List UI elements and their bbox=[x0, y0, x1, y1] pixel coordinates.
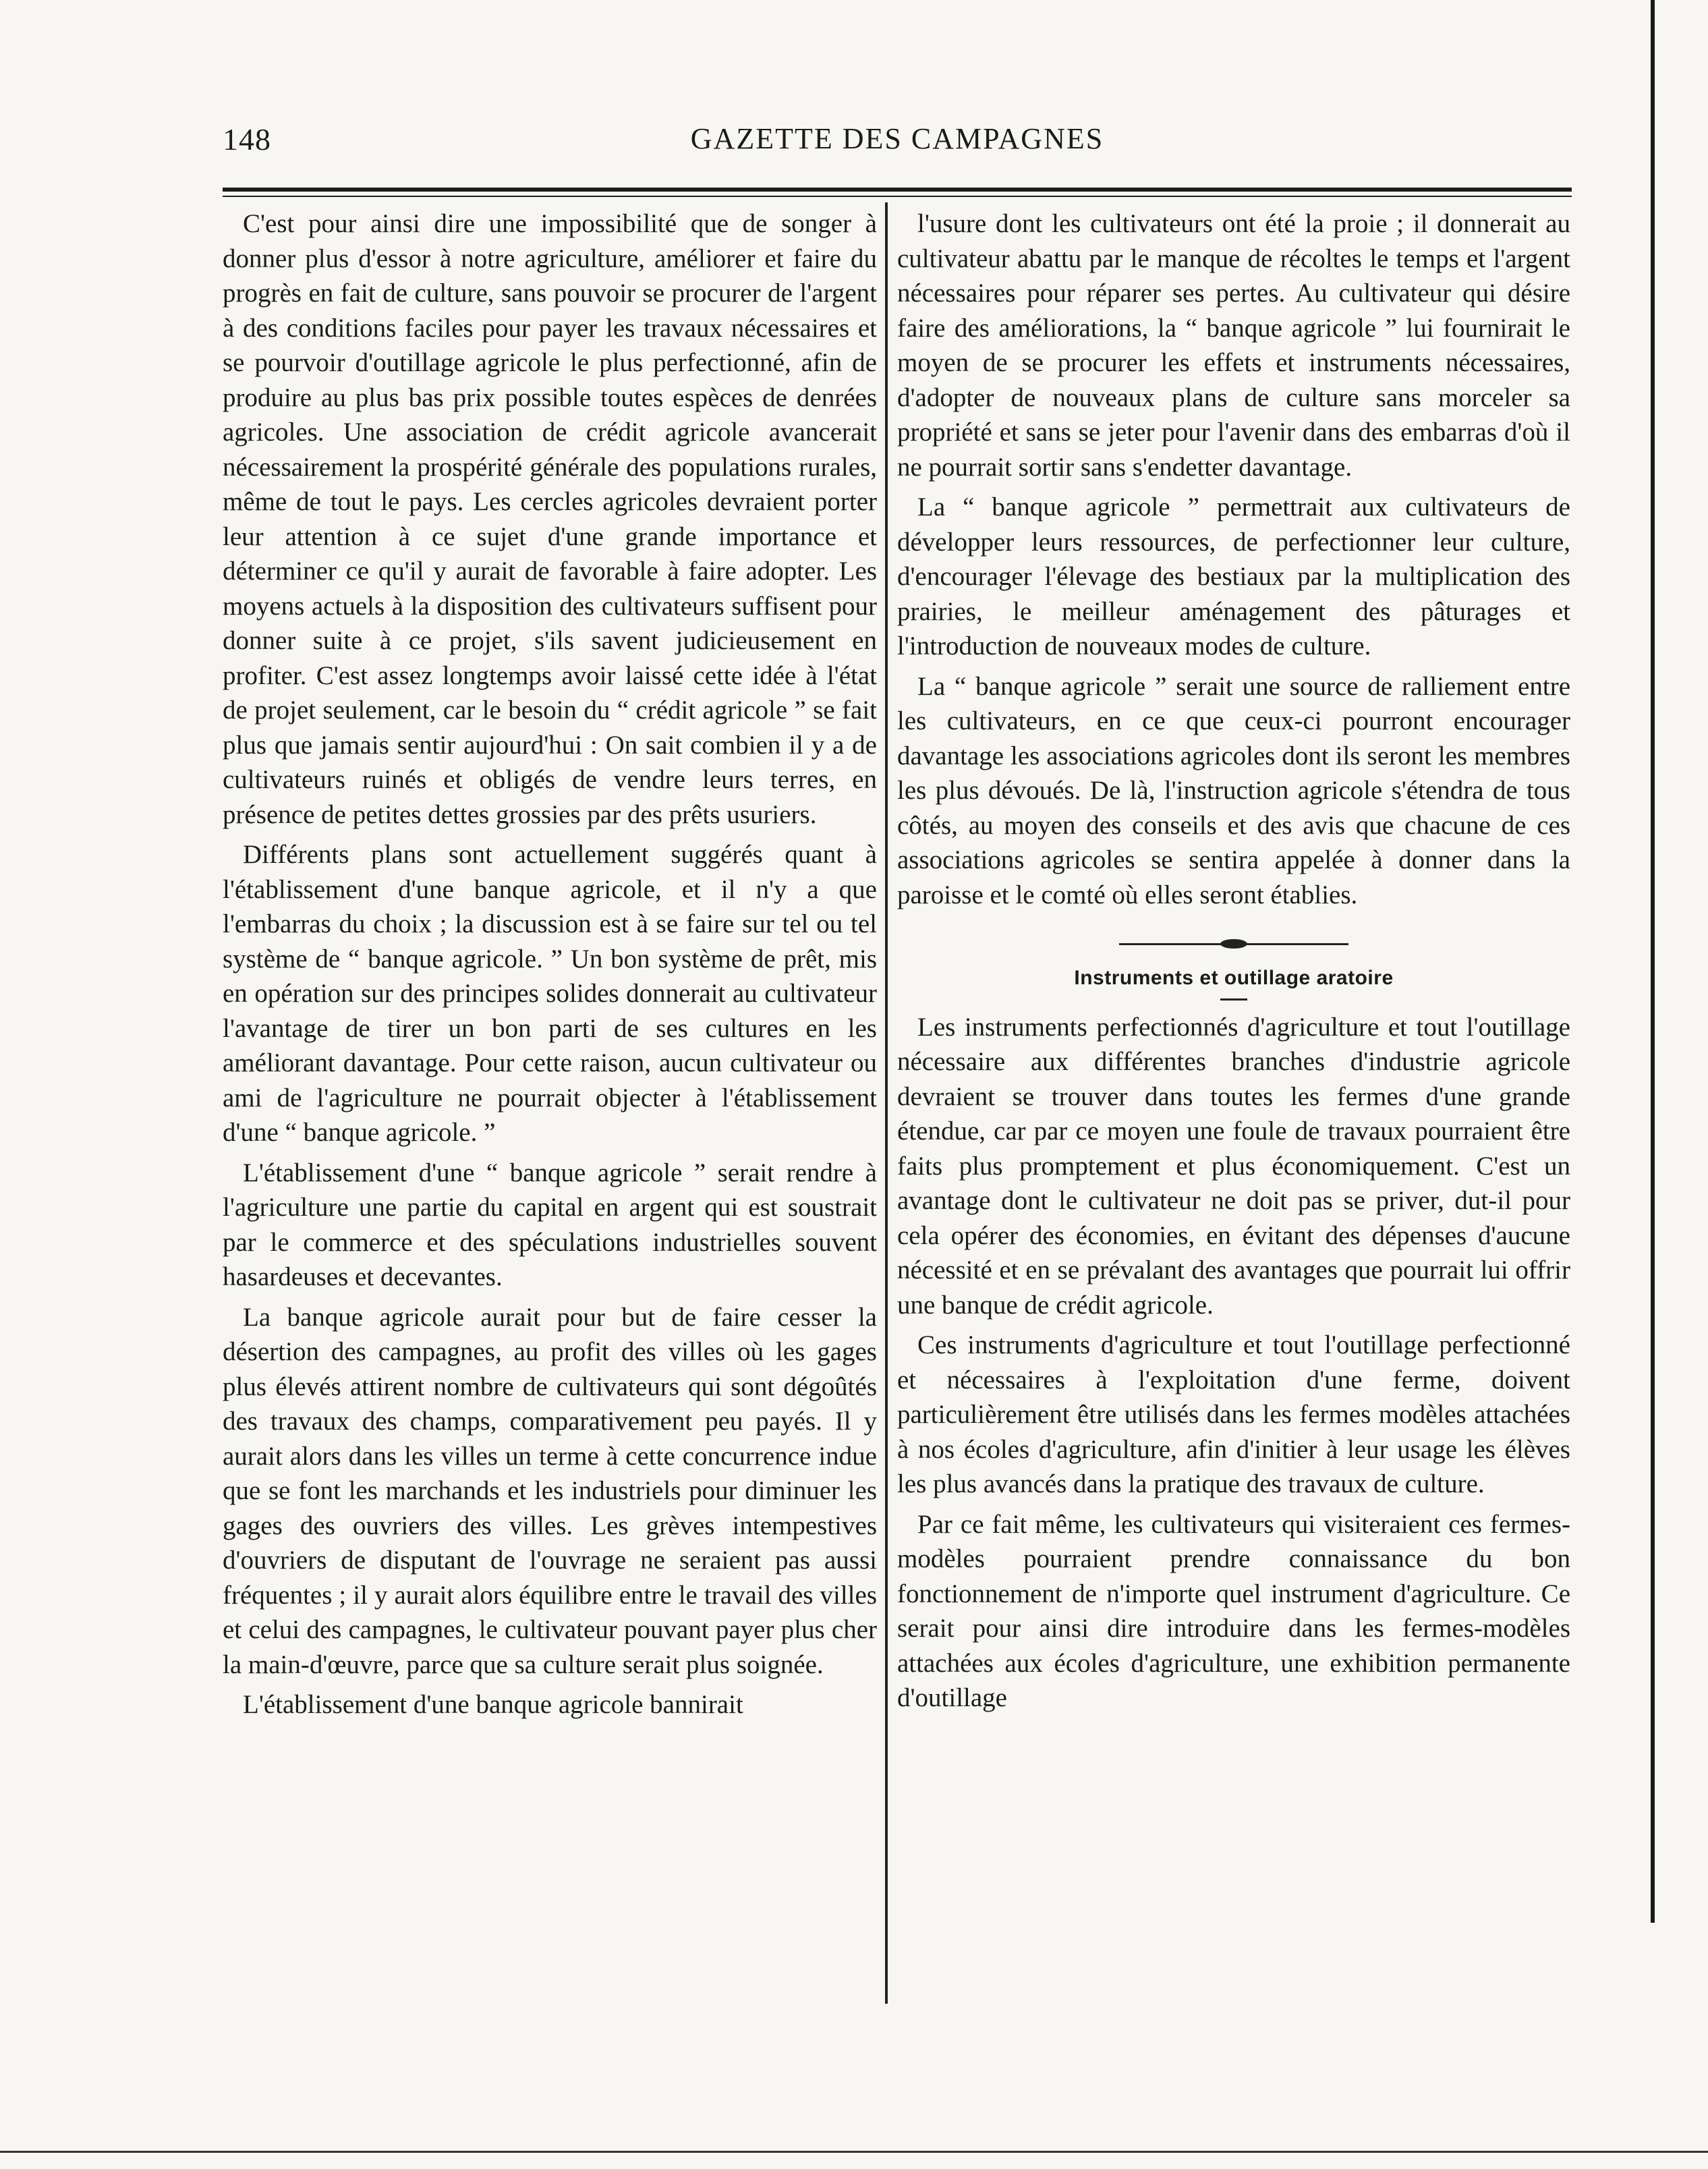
section-heading: Instruments et outillage aratoire bbox=[1074, 967, 1394, 989]
paragraph: L'établissement d'une banque agricole bannirait bbox=[243, 1690, 743, 1719]
paragraph: La “ banque agricole ” serait une source de ralliement entre les cultivateurs, en ce que ceux-ci pourront encourager davantage les associations agricoles dont ils seront les membres les plus dévoués. De là, l'instruction agricole s'étendra de tous côtés, au moyen des conseils et des avis que chacune de ces associations agricoles se sentira appelée à donner dans la paroisse et le comté où elles seront établies. bbox=[897, 671, 1570, 909]
header-rule bbox=[223, 188, 1572, 192]
left-column bbox=[223, 206, 877, 1728]
paragraph: La banque agricole aurait pour but de faire cesser la désertion des campagnes, au profit des villes où les gages plus élevés attirent nombre de cultivateurs qui sont dégoûtés des travaux des champs, comparativement peu payés. Il y aurait alors dans les villes un terme à cette concurrence indue que se font les marchands et les industriels pour diminuer les gages des ouvriers des villes. Les grèves intempestives d'ouvriers de disputant de l'ouvrage ne seraient pas aussi fréquentes ; il y aurait alors équilibre entre le travail des villes et celui des campagnes, le cultivateur pouvant payer plus cher la main-d'œuvre, parce que sa culture serait plus soignée. bbox=[223, 1302, 877, 1679]
paragraph: Par ce fait même, les cultivateurs qui visiteraient ces fermes-modèles pourraient prendre connaissance du bon fonctionnement de n'importe quel instrument d'agriculture. Ce serait pour ainsi dire introduire dans les fermes-modèles attachées aux écoles d'agriculture, une exhibition permanente d'outillage bbox=[897, 1509, 1570, 1712]
paragraph: l'usure dont les cultivateurs ont été la proie ; il donnerait au cultivateur abattu par le manque de récoltes le temps et l'argent nécessaires pour réparer ses pertes. Au cultivateur qui désire faire des améliorations, la “ banque agricole ” lui fournirait le moyen de se procurer les effets et instruments nécessaires, d'adopter de nouveaux plans de culture sans morceler sa propriété et sans se jeter pour l'avenir dans des embarras d'où il ne pourrait sortir sans s'endetter davantage. bbox=[897, 209, 1570, 482]
paragraph: La “ banque agricole ” permettrait aux cultivateurs de développer leurs ressources, de perfectionner leur culture, d'encourager l'élevage des bestiaux par la multiplication des prairies, le meilleur aménagement des pâturages et l'introduction de nouveaux modes de culture. bbox=[897, 492, 1570, 660]
paragraph: L'établissement d'une “ banque agricole ” serait rendre à l'agriculture une partie du capital en argent qui est soustrait par le commerce et des spéculations industrielles souvent hasardeuses et decevantes. bbox=[223, 1158, 877, 1291]
paragraph: Les instruments perfectionnés d'agriculture et tout l'outillage nécessaire aux différentes branches d'industrie agricole devraient se trouver dans toutes les fermes d'une grande étendue, car par ce moyen une foule de travaux pourraient être faits plus promptement et plus économiquement. C'est un avantage dont le cultivateur ne doit pas se priver, dut-il pour cela opérer des économies, en évitant des dépenses d'aucune nécessité et en se prévalant des avantages que pourrait lui offrir une banque de crédit agricole. bbox=[897, 1012, 1570, 1320]
right-column bbox=[897, 206, 1570, 1721]
header-rule-thin bbox=[223, 196, 1572, 197]
heading-dash bbox=[1220, 998, 1247, 1001]
paragraph: Différents plans sont actuellement suggérés quant à l'établissement d'une banque agricole, et il n'y a que l'embarras du choix ; la discussion est à se faire sur tel ou tel système de “ banque agricole. ” Un bon système de prêt, mis en opération sur des principes solides donnerait au cultivateur l'avantage de tirer un bon parti de ses cultures en les améliorant davantage. Pour cette raison, aucun cultivateur ou ami de l'agriculture ne pourrait objecter à l'établissement d'une “ banque agricole. ” bbox=[223, 840, 877, 1147]
paragraph: C'est pour ainsi dire une impossibilité que de songer à donner plus d'essor à notre agriculture, améliorer et faire du progrès en fait de culture, sans pouvoir se procurer de l'argent à des conditions faciles pour payer les travaux nécessaires et se pourvoir d'outillage agricole le plus perfectionné, afin de produire au plus bas prix possible toutes espèces de denrées agricoles. Une association de crédit agricole avancerait nécessairement la prospérité générale des populations rurales, même de tout le pays. Les cercles agricoles devraient porter leur attention à ce sujet d'une grande importance et déterminer ce qu'il y aurait de favorable à faire adopter. Les moyens actuels à la disposition des cultivateurs suffisent pour donner suite à ce projet, s'ils savent judicieusement en profiter. C'est assez longtemps avoir laissé cette idée à l'état de projet seulement, car le besoin du “ crédit agricole ” se fait plus que jamais sentir aujourd'hui : On sait combien il y a de cultivateurs ruinés et obligés de vendre leurs terres, en présence de petites dettes grossies par des prêts usuriers. bbox=[223, 209, 877, 829]
page-header bbox=[223, 121, 1572, 175]
page-right-border bbox=[1651, 0, 1655, 1923]
paragraph: Ces instruments d'agriculture et tout l'outillage perfectionné et nécessaires à l'exploitation d'une ferme, doivent particulièrement être utilisés dans les fermes modèles attachées à nos écoles d'agriculture, afin d'initier à leur usage les élèves les plus avancés dans la pratique des travaux de culture. bbox=[897, 1330, 1570, 1498]
column-separator bbox=[885, 202, 888, 2004]
page-number: 148 bbox=[223, 122, 271, 157]
section-ornament bbox=[1119, 939, 1348, 949]
page-bottom-rule bbox=[0, 2151, 1708, 2153]
journal-title: GAZETTE DES CAMPAGNES bbox=[690, 122, 1104, 155]
ornament-center bbox=[1220, 939, 1247, 949]
